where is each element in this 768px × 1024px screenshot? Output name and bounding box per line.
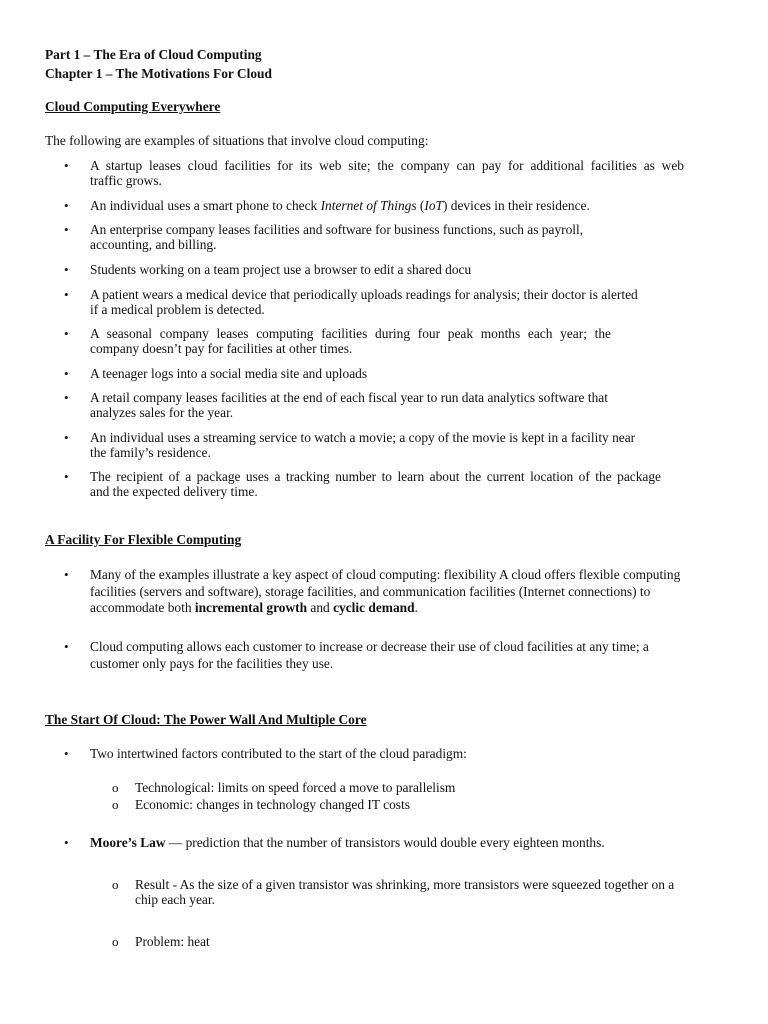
bullet-icon: • [64, 222, 69, 237]
sub-list-item [112, 934, 210, 949]
list-item-line: company doesn’t pay for facilities at other times. [90, 341, 353, 356]
list-item-text: ) devices in their residence. [442, 198, 590, 213]
bullet-icon: • [64, 746, 69, 761]
list-item-line: The recipient of a package uses a tracking number to learn about the current location of the package [90, 469, 661, 484]
list-item-line: facilities (servers and software), storage facilities, and communication facilities (Internet connections) to [90, 583, 651, 599]
bold-term: incremental growth [194, 600, 308, 615]
list-item [64, 158, 684, 188]
bold-term: Moore’s Law [90, 835, 166, 850]
section-heading-start-of-cloud: The Start Of Cloud: The Power Wall And Multiple Core [45, 712, 367, 727]
list-item-text: An individual uses a smart phone to check [90, 198, 321, 213]
sub-list-item-text: Problem: heat [135, 934, 210, 949]
list-item-line: An enterprise company leases facilities and software for business functions, such as payroll, [90, 222, 584, 237]
list-item-line: A patient wears a medical device that periodically uploads readings for analysis; their doctor is alerted [90, 287, 638, 302]
list-item-text: — prediction that the number of transistors would double every eighteen months. [165, 835, 605, 850]
list-item-line: Cloud computing allows each customer to increase or decrease their use of cloud facilities at any time; a [90, 639, 649, 654]
sub-list-item-text: Technological: limits on speed forced a move to parallelism [135, 780, 456, 795]
bullet-icon: • [64, 262, 69, 277]
circle-bullet-icon: o [112, 797, 119, 812]
sub-list-item [112, 780, 455, 795]
list-item [64, 469, 661, 499]
bullet-icon: • [64, 287, 69, 302]
bullet-icon: • [64, 835, 69, 850]
list-item-line: A retail company leases facilities at the end of each fiscal year to run data analytics software that [90, 390, 608, 405]
bullet-icon: • [64, 158, 69, 173]
bullet-icon: • [64, 469, 69, 484]
bullet-icon: • [64, 430, 69, 445]
list-item [64, 639, 649, 672]
circle-bullet-icon: o [112, 877, 119, 892]
list-item-line: Many of the examples illustrate a key aspect of cloud computing: flexibility A cloud offers flexible computing [90, 567, 681, 582]
circle-bullet-icon: o [112, 934, 119, 949]
sub-list-item-text: Economic: changes in technology changed IT costs [135, 797, 410, 812]
list-item [64, 835, 605, 850]
bullet-icon: • [64, 567, 69, 582]
list-item [64, 390, 608, 420]
list-item [64, 746, 467, 761]
section-heading-cloud-everywhere: Cloud Computing Everywhere [45, 99, 221, 114]
list-item-text: accommodate both [90, 600, 195, 615]
bullet-icon: • [64, 198, 69, 213]
emphasis-text: Internet of Things [320, 198, 417, 213]
bullet-icon: • [64, 366, 69, 381]
list-item-line: accounting, and billing. [90, 237, 217, 252]
list-item-line: A startup leases cloud facilities for its web site; the company can pay for additional facilities as web [90, 158, 684, 173]
list-item-line: and the expected delivery time. [90, 484, 258, 499]
section-heading-flexible-computing: A Facility For Flexible Computing [45, 532, 242, 547]
list-item [64, 326, 611, 356]
list-item-line: An individual uses a streaming service to watch a movie; a copy of the movie is kept in a facility near [90, 430, 636, 445]
chapter-title: Chapter 1 – The Motivations For Cloud [45, 66, 272, 81]
list-item-text: ( [416, 198, 425, 213]
bullet-icon: • [64, 390, 69, 405]
sub-list-item-line: chip each year. [135, 892, 215, 907]
list-item-line: analyzes sales for the year. [90, 405, 234, 420]
list-item-text: . [414, 600, 418, 615]
list-item-text: and [307, 600, 334, 615]
bold-term: cyclic demand [333, 600, 415, 615]
list-item-line: the family’s residence. [90, 445, 211, 460]
list-item [64, 430, 635, 460]
circle-bullet-icon: o [112, 780, 119, 795]
list-item-text: Two intertwined factors contributed to the start of the cloud paradigm: [90, 746, 467, 761]
sub-list-item-line: Result - As the size of a given transistor was shrinking, more transistors were squeezed together on a [135, 877, 675, 892]
list-item-line: traffic grows. [90, 173, 162, 188]
sub-list-item [112, 877, 674, 907]
list-item [64, 287, 638, 317]
list-item [64, 366, 367, 381]
part-title: Part 1 – The Era of Cloud Computing [45, 47, 262, 62]
list-item-line: if a medical problem is detected. [90, 302, 265, 317]
emphasis-text: IoT [424, 198, 443, 213]
bullet-icon: • [64, 639, 69, 654]
list-item [64, 567, 680, 617]
list-item-line [90, 600, 680, 617]
list-item-text: Students working on a team project use a browser to edit a shared docu [90, 262, 472, 277]
bullet-icon: • [64, 326, 69, 341]
list-item-line: A seasonal company leases computing facilities during four peak months each year; the [90, 326, 611, 341]
section-intro: The following are examples of situations that involve cloud computing: [45, 133, 429, 148]
list-item-text: A teenager logs into a social media site and uploads [90, 366, 368, 381]
sub-list-item [112, 797, 410, 812]
list-item [64, 198, 590, 213]
list-item [64, 262, 471, 277]
list-item-line: customer only pays for the facilities they use. [90, 655, 334, 671]
list-item [64, 222, 583, 252]
